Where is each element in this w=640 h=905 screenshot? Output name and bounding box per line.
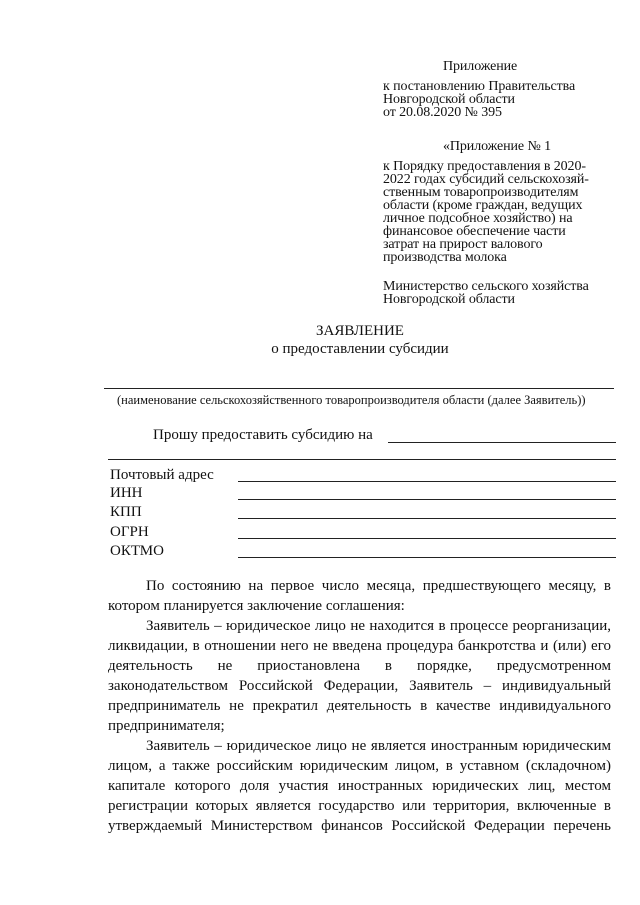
request-text: Прошу предоставить субсидию на <box>153 427 373 443</box>
paragraph-2-line: деятельность не приостановлена в порядке, предусмотренном <box>108 658 611 674</box>
procedure-line: к Порядку предоставления в 2020- <box>383 159 586 174</box>
appendix-label: Приложение <box>443 59 518 74</box>
resolution-line: от 20.08.2020 № 395 <box>383 105 502 120</box>
paragraph-3-line: утверждаемый Министерством финансов Российской Федерации перечень <box>108 818 611 834</box>
addressee-line: Министерство сельского хозяйства <box>383 279 589 294</box>
applicant-name-line <box>104 388 614 389</box>
paragraph-2-line: Заявитель – юридическое лицо не находится в процессе реорганизации, <box>146 618 611 634</box>
appendix-header <box>443 60 517 73</box>
procedure-line: ственным товаропроизводителям <box>383 185 579 200</box>
procedure-line: финансовое обеспечение части <box>383 224 566 239</box>
resolution-reference <box>383 80 575 119</box>
appendix-1-label: «Приложение № 1 <box>443 139 551 154</box>
resolution-line: Новгородской области <box>383 92 515 107</box>
paragraph-3-line: капитале которого доля участия иностранных юридических лиц, местом <box>108 778 611 794</box>
document-subtitle: о предоставлении субсидии <box>271 341 449 357</box>
oktmo-line <box>238 557 616 558</box>
procedure-line: затрат на прирост валового <box>383 237 543 252</box>
procedure-line: области (кроме граждан, ведущих <box>383 198 583 213</box>
resolution-line: к постановлению Правительства <box>383 79 576 94</box>
paragraph-3-line: лицом, а также российским юридическим лицом, в уставном (складочном) <box>108 758 611 774</box>
addressee-line: Новгородской области <box>383 292 515 307</box>
kpp-line <box>238 518 616 519</box>
kpp-label: КПП <box>110 504 142 520</box>
addressee <box>383 280 589 306</box>
inn-label: ИНН <box>110 485 143 501</box>
paragraph-2-line: предпринимателя; <box>108 718 225 734</box>
procedure-line: 2022 годах субсидий сельскохозяй- <box>383 172 589 187</box>
procedure-reference <box>383 160 589 264</box>
subsidy-purpose-line <box>388 442 616 443</box>
paragraph-3-line: Заявитель – юридическое лицо не является иностранным юридическим <box>146 738 611 754</box>
subsidy-purpose-line-2 <box>108 459 616 460</box>
ogrn-line <box>238 538 616 539</box>
applicant-name-caption: (наименование сельскохозяйственного товаропроизводителя области (далее Заявитель)) <box>117 393 586 407</box>
appendix-1-header <box>443 140 551 153</box>
paragraph-2-line: законодательством Российской Федерации, Заявитель – индивидуальный <box>108 678 611 694</box>
paragraph-2-line: предприниматель не прекратил деятельность в качестве индивидуального <box>108 698 611 714</box>
oktmo-label: ОКТМО <box>110 543 164 559</box>
procedure-line: производства молока <box>383 250 507 265</box>
procedure-line: личное подсобное хозяйство) на <box>383 211 573 226</box>
postal-address-line <box>238 481 616 482</box>
document-title: ЗАЯВЛЕНИЕ <box>316 323 404 339</box>
paragraph-1-line: котором планируется заключение соглашения: <box>108 598 405 614</box>
postal-address-label: Почтовый адрес <box>110 467 214 483</box>
paragraph-1-line: По состоянию на первое число месяца, предшествующего месяцу, в <box>146 578 611 594</box>
ogrn-label: ОГРН <box>110 524 149 540</box>
paragraph-3-line: регистрации которых является государство или территория, включенные в <box>108 798 611 814</box>
inn-line <box>238 499 616 500</box>
paragraph-2-line: ликвидации, в отношении него не введена процедура банкротства и (или) его <box>108 638 611 654</box>
